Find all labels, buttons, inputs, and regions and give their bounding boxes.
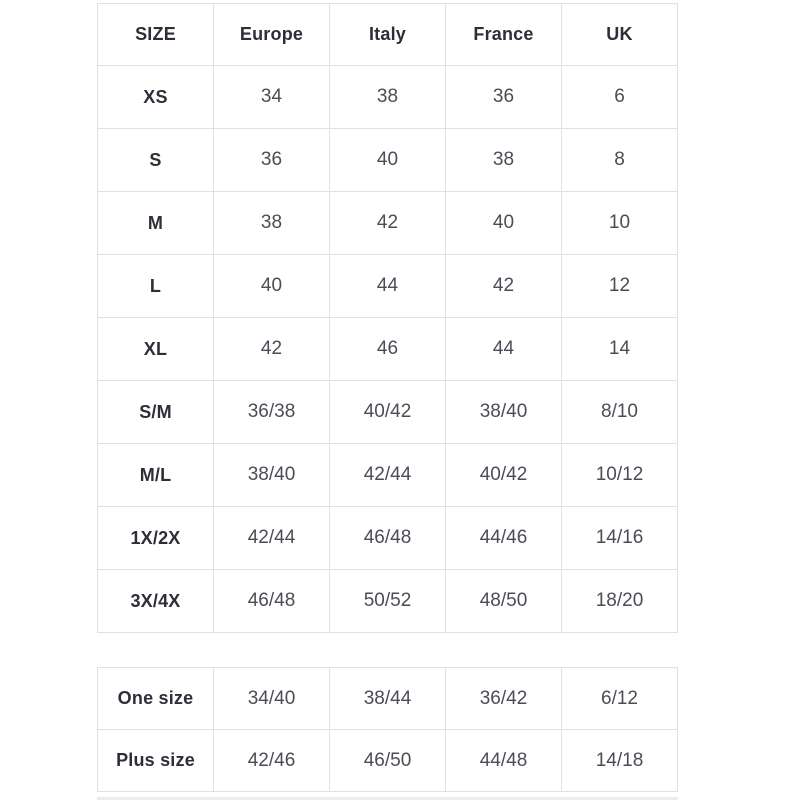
france-value-cell: 44/48 [446, 730, 562, 792]
uk-value-cell: 14/18 [562, 730, 678, 792]
europe-value-cell: 42 [214, 318, 330, 381]
france-value-cell: 44/46 [446, 507, 562, 570]
size-label-cell: XL [98, 318, 214, 381]
france-value-cell: 38 [446, 129, 562, 192]
europe-value-cell: 46/48 [214, 570, 330, 633]
column-header-france: France [446, 4, 562, 66]
size-label-cell: S/M [98, 381, 214, 444]
europe-value-cell: 36/38 [214, 381, 330, 444]
italy-value-cell: 44 [330, 255, 446, 318]
france-value-cell: 48/50 [446, 570, 562, 633]
size-conversion-table [97, 3, 678, 633]
size-label-cell: S [98, 129, 214, 192]
size-label-cell: L [98, 255, 214, 318]
table-row-m-l [98, 444, 678, 507]
europe-value-cell: 38/40 [214, 444, 330, 507]
size-label-cell: Plus size [98, 730, 214, 792]
italy-value-cell: 46/50 [330, 730, 446, 792]
uk-value-cell: 10 [562, 192, 678, 255]
europe-value-cell: 40 [214, 255, 330, 318]
europe-value-cell: 36 [214, 129, 330, 192]
uk-value-cell: 14 [562, 318, 678, 381]
italy-value-cell: 50/52 [330, 570, 446, 633]
europe-value-cell: 34 [214, 66, 330, 129]
france-value-cell: 36 [446, 66, 562, 129]
table-row-s-m [98, 381, 678, 444]
uk-value-cell: 18/20 [562, 570, 678, 633]
italy-value-cell: 38 [330, 66, 446, 129]
column-header-size: SIZE [98, 4, 214, 66]
france-value-cell: 44 [446, 318, 562, 381]
italy-value-cell: 40 [330, 129, 446, 192]
size-label-cell: 3X/4X [98, 570, 214, 633]
column-header-italy: Italy [330, 4, 446, 66]
uk-value-cell: 8 [562, 129, 678, 192]
size-label-cell: M [98, 192, 214, 255]
uk-value-cell: 6 [562, 66, 678, 129]
table-row-plus-size [98, 730, 678, 792]
table-row-xl [98, 318, 678, 381]
size-label-cell: 1X/2X [98, 507, 214, 570]
france-value-cell: 40 [446, 192, 562, 255]
size-label-cell: XS [98, 66, 214, 129]
italy-value-cell: 42 [330, 192, 446, 255]
italy-value-cell: 46 [330, 318, 446, 381]
size-label-cell: One size [98, 668, 214, 730]
uk-value-cell: 8/10 [562, 381, 678, 444]
europe-value-cell: 42/44 [214, 507, 330, 570]
header-row [98, 4, 678, 66]
uk-value-cell: 6/12 [562, 668, 678, 730]
europe-value-cell: 34/40 [214, 668, 330, 730]
one-size-plus-size-table [97, 667, 678, 792]
size-label-cell: M/L [98, 444, 214, 507]
column-header-europe: Europe [214, 4, 330, 66]
table-row-l [98, 255, 678, 318]
uk-value-cell: 12 [562, 255, 678, 318]
table-row-1x-2x [98, 507, 678, 570]
france-value-cell: 36/42 [446, 668, 562, 730]
column-header-uk: UK [562, 4, 678, 66]
france-value-cell: 38/40 [446, 381, 562, 444]
italy-value-cell: 46/48 [330, 507, 446, 570]
uk-value-cell: 10/12 [562, 444, 678, 507]
europe-value-cell: 38 [214, 192, 330, 255]
table-row-3x-4x [98, 570, 678, 633]
france-value-cell: 42 [446, 255, 562, 318]
table-row-one-size [98, 668, 678, 730]
france-value-cell: 40/42 [446, 444, 562, 507]
table-row-m [98, 192, 678, 255]
europe-value-cell: 42/46 [214, 730, 330, 792]
italy-value-cell: 42/44 [330, 444, 446, 507]
italy-value-cell: 38/44 [330, 668, 446, 730]
table-row-xs [98, 66, 678, 129]
table-row-s [98, 129, 678, 192]
uk-value-cell: 14/16 [562, 507, 678, 570]
italy-value-cell: 40/42 [330, 381, 446, 444]
